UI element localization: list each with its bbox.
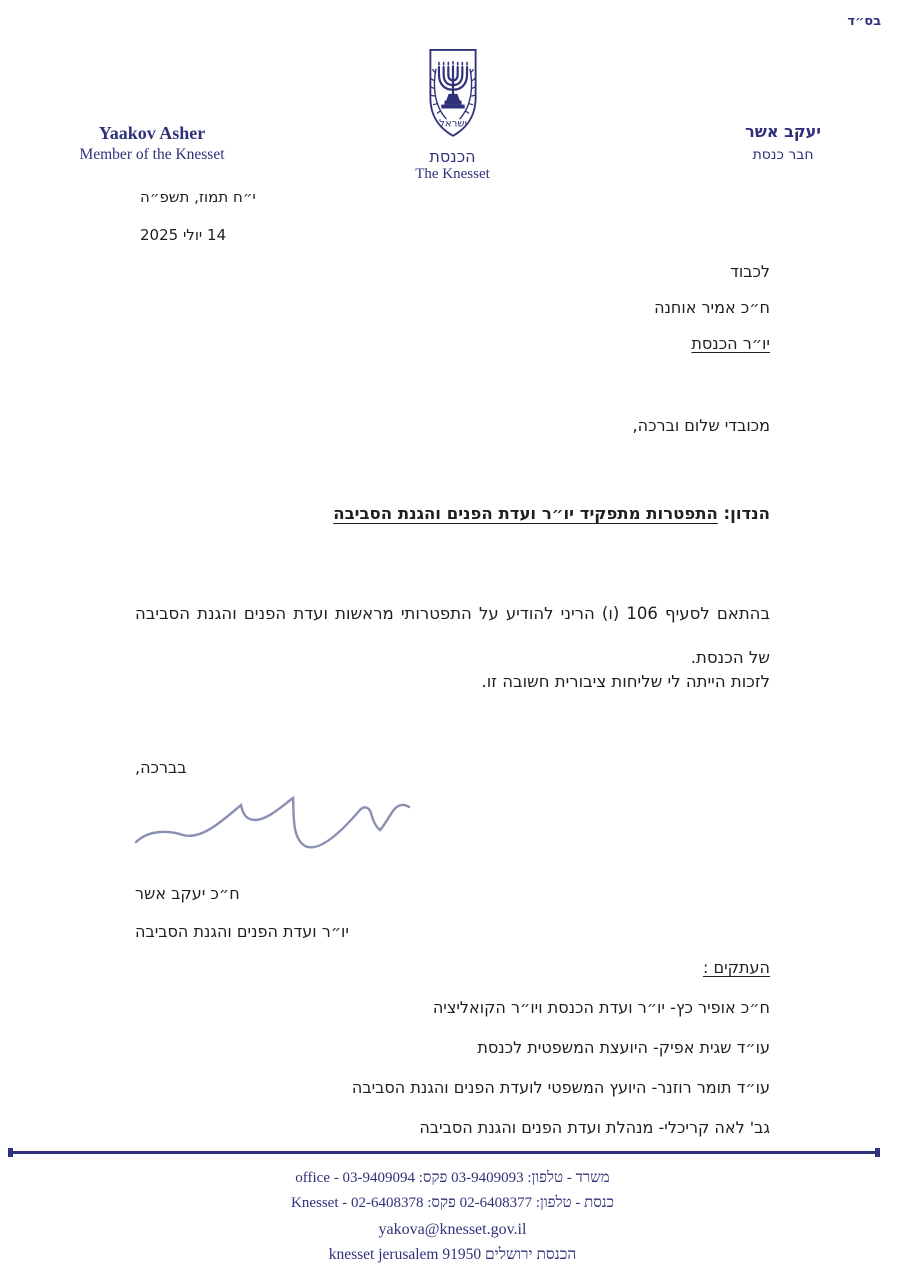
subject-prefix: הנדון: bbox=[717, 504, 770, 523]
bsd-mark: בס״ד bbox=[847, 14, 881, 29]
footer-divider bbox=[10, 1151, 878, 1154]
subject-line bbox=[333, 504, 770, 523]
copy-item: גב' לאה קריכלי- מנהלת ועדת הפנים והגנת הסביבה bbox=[419, 1118, 770, 1137]
recipient-role: יו״ר הכנסת bbox=[691, 334, 770, 353]
signer-name: ח״כ יעקב אשר bbox=[135, 884, 240, 903]
footer-email: yakova@knesset.gov.il bbox=[378, 1221, 527, 1238]
israel-emblem-icon bbox=[414, 46, 492, 146]
body-paragraph-2: לזכות הייתה לי שליחות ציבורית חשובה זו. bbox=[481, 672, 770, 691]
member-title-he: חבר כנסת bbox=[752, 146, 814, 163]
signer-role: יו״ר ועדת הפנים והגנת הסביבה bbox=[135, 922, 349, 941]
member-name-he: יעקב אשר bbox=[745, 122, 821, 141]
handwritten-signature bbox=[133, 794, 413, 860]
member-name-block-he bbox=[745, 120, 821, 166]
closing-regards: בברכה, bbox=[135, 758, 187, 777]
copy-item: ח״כ אופיר כץ- יו״ר ועדת הכנסת ויו״ר הקואליציה bbox=[432, 998, 770, 1017]
member-name-en: Yaakov Asher bbox=[98, 123, 206, 143]
copy-item: עו״ד שגית אפיק- היועצת המשפטית לכנסת bbox=[477, 1038, 770, 1057]
org-name-hebrew: הכנסת bbox=[429, 147, 476, 166]
recipient-honorific: לכבוד bbox=[730, 262, 770, 281]
subject-text: התפטרות מתפקיד יו״ר ועדת הפנים והגנת הסביבה bbox=[333, 504, 718, 523]
org-name-english: The Knesset bbox=[415, 166, 490, 183]
member-title-en: Member of the Knesset bbox=[79, 146, 225, 164]
copies-heading: העתקים : bbox=[702, 958, 770, 977]
copy-item: עו״ד תומר רוזנר- היועץ המשפטי לועדת הפנים והגנת הסביבה bbox=[351, 1078, 770, 1097]
recipient-name: ח״כ אמיר אוחנה bbox=[654, 298, 770, 317]
date-gregorian: 14 יולי 2025 bbox=[140, 226, 227, 244]
body-paragraph-1: בהתאם לסעיף 106 (ו) הריני להודיע על התפטרותי מראשות ועדת הפנים והגנת הסביבה של הכנסת. bbox=[135, 604, 770, 667]
emblem-israel-label: ישראל bbox=[438, 118, 467, 130]
footer-office-contact: משרד - טלפון: 03-9409093 פקס: 03-9409094 - office bbox=[295, 1170, 610, 1186]
footer-address: הכנסת ירושלים 91950 knesset jerusalem bbox=[328, 1246, 577, 1263]
salutation: מכובדי שלום וברכה, bbox=[632, 416, 770, 435]
member-name-block-en bbox=[52, 122, 252, 166]
footer-knesset-contact: כנסת - טלפון: 02-6408377 פקס: 02-6408378 - Knesset bbox=[291, 1195, 614, 1211]
date-hebrew: י״ח תמוז, תשפ״ה bbox=[140, 188, 256, 206]
